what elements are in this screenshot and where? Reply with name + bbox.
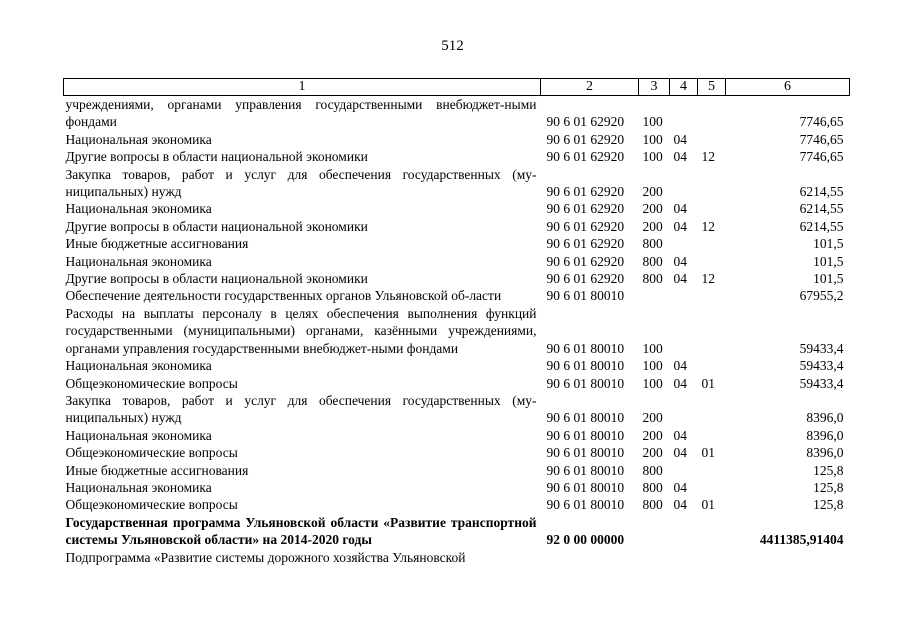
row-section	[670, 305, 698, 357]
row-subsection	[698, 287, 726, 304]
row-expense-type	[639, 549, 670, 566]
table-row	[64, 479, 850, 496]
row-amount: 7746,65	[799, 114, 844, 130]
row-expense-type: 800	[642, 271, 663, 287]
table-row	[64, 392, 850, 427]
row-amount: 6214,55	[799, 201, 844, 217]
row-target-code: 90 6 01 62920	[546, 184, 625, 200]
row-target-code: 90 6 01 80010	[546, 340, 625, 356]
row-description: Национальная экономика	[65, 253, 212, 269]
row-target-code: 92 0 00 00000	[546, 532, 625, 548]
row-expense-type: 200	[642, 410, 663, 426]
row-expense-type: 800	[642, 462, 663, 478]
table-row	[64, 305, 850, 357]
header-col-3: 3	[639, 79, 670, 96]
row-amount: 6214,55	[799, 184, 844, 200]
row-subsection	[698, 549, 726, 566]
row-subsection	[698, 357, 726, 374]
row-description: Общеэкономические вопросы	[65, 497, 238, 513]
row-target-code: 90 6 01 80010	[546, 427, 625, 443]
row-subsection	[698, 514, 726, 549]
row-description: учреждениями, органами управления государственными внебюджет-ными фондами	[65, 97, 537, 130]
row-target-code: 90 6 01 80010	[546, 497, 625, 513]
row-expense-type: 800	[642, 497, 663, 513]
row-subsection	[698, 392, 726, 427]
row-subsection	[698, 305, 726, 357]
row-expense-type: 200	[642, 445, 663, 461]
row-section: 04	[673, 218, 687, 234]
row-section: 04	[673, 358, 687, 374]
row-amount: 6214,55	[799, 218, 844, 234]
table-row	[64, 549, 850, 566]
row-description: Национальная экономика	[65, 201, 212, 217]
row-target-code: 90 6 01 80010	[546, 358, 625, 374]
row-target-code: 90 6 01 62920	[546, 271, 625, 287]
table-row	[64, 253, 850, 270]
table-row	[64, 357, 850, 374]
row-description: Расходы на выплаты персоналу в целях обеспечения выполнения функций государственными (муниципальными) органами, казёнными учреждениями, органами управления государственными внебюджет-ными фондами	[65, 305, 537, 356]
row-target-code	[541, 549, 639, 566]
row-section: 04	[673, 271, 687, 287]
row-subsection	[698, 253, 726, 270]
row-expense-type: 100	[642, 131, 663, 147]
row-amount: 7746,65	[799, 131, 844, 147]
row-section	[670, 166, 698, 201]
table-row	[64, 270, 850, 287]
row-description: Иные бюджетные ассигнования	[65, 462, 249, 478]
row-description: Иные бюджетные ассигнования	[65, 236, 249, 252]
row-target-code: 90 6 01 80010	[546, 288, 625, 304]
row-description: Общеэкономические вопросы	[65, 445, 238, 461]
row-expense-type: 800	[642, 479, 663, 495]
row-subsection: 01	[701, 497, 715, 513]
row-section	[670, 549, 698, 566]
row-section	[670, 392, 698, 427]
table-row	[64, 287, 850, 304]
table-header	[64, 79, 850, 96]
row-subsection: 01	[701, 445, 715, 461]
row-description: Национальная экономика	[65, 358, 212, 374]
row-description: Другие вопросы в области национальной экономики	[65, 271, 368, 287]
table-row	[64, 166, 850, 201]
row-expense-type: 100	[642, 340, 663, 356]
row-description: Другие вопросы в области национальной экономики	[65, 149, 368, 165]
row-section: 04	[673, 149, 687, 165]
row-expense-type: 100	[642, 375, 663, 391]
row-target-code: 90 6 01 62920	[546, 149, 625, 165]
row-subsection: 12	[701, 218, 715, 234]
row-expense-type: 200	[642, 218, 663, 234]
row-target-code: 90 6 01 62920	[546, 114, 625, 130]
row-description: Государственная программа Ульяновской области «Развитие транспортной системы Ульяновской области» на 2014-2020 годы	[65, 514, 537, 548]
row-amount: 101,5	[813, 253, 844, 269]
row-description: Национальная экономика	[65, 479, 212, 495]
row-section: 04	[673, 427, 687, 443]
row-target-code: 90 6 01 80010	[546, 445, 625, 461]
header-col-4: 4	[670, 79, 698, 96]
row-description: Национальная экономика	[65, 427, 212, 443]
row-subsection	[698, 462, 726, 479]
page-number: 512	[441, 38, 464, 54]
row-subsection	[698, 235, 726, 252]
row-section	[670, 462, 698, 479]
table-row	[64, 462, 850, 479]
row-expense-type: 200	[642, 201, 663, 217]
row-expense-type: 200	[642, 427, 663, 443]
table-row	[64, 427, 850, 444]
row-amount: 8396,0	[806, 410, 844, 426]
row-description: Другие вопросы в области национальной экономики	[65, 218, 368, 234]
row-amount	[726, 549, 850, 566]
row-amount: 125,8	[813, 479, 844, 495]
row-target-code: 90 6 01 62920	[546, 236, 625, 252]
row-target-code: 90 6 01 62920	[546, 201, 625, 217]
row-expense-type: 100	[642, 149, 663, 165]
row-section: 04	[673, 375, 687, 391]
row-description: Национальная экономика	[65, 131, 212, 147]
row-description: Подпрограмма «Развитие системы дорожного хозяйства Ульяновской	[65, 549, 466, 565]
row-subsection	[698, 479, 726, 496]
table-row	[64, 148, 850, 165]
row-amount: 4411385,91404	[759, 532, 844, 548]
row-section: 04	[673, 201, 687, 217]
row-section	[670, 287, 698, 304]
row-expense-type: 100	[642, 358, 663, 374]
row-target-code: 90 6 01 62920	[546, 253, 625, 269]
table-row	[64, 131, 850, 148]
row-subsection	[698, 166, 726, 201]
table-row	[64, 496, 850, 513]
row-target-code: 90 6 01 80010	[546, 375, 625, 391]
row-section: 04	[673, 253, 687, 269]
row-section	[670, 96, 698, 131]
row-subsection	[698, 427, 726, 444]
row-expense-type: 200	[642, 184, 663, 200]
row-section	[670, 514, 698, 549]
row-amount: 101,5	[813, 271, 844, 287]
row-section: 04	[673, 479, 687, 495]
row-expense-type: 800	[642, 236, 663, 252]
row-amount: 101,5	[813, 236, 844, 252]
table-row	[64, 375, 850, 392]
table-row	[64, 200, 850, 217]
row-amount: 59433,4	[799, 340, 844, 356]
row-target-code: 90 6 01 80010	[546, 479, 625, 495]
row-target-code: 90 6 01 80010	[546, 410, 625, 426]
table-row	[64, 514, 850, 549]
header-col-6: 6	[726, 79, 850, 96]
table-row	[64, 218, 850, 235]
row-expense-type	[639, 287, 670, 304]
budget-table	[63, 78, 850, 566]
row-subsection: 01	[701, 375, 715, 391]
table-row	[64, 96, 850, 131]
row-amount: 59433,4	[799, 375, 844, 391]
row-subsection	[698, 200, 726, 217]
row-description: Закупка товаров, работ и услуг для обеспечения государственных (му-ниципальных) нужд	[65, 392, 537, 426]
row-amount: 67955,2	[799, 288, 844, 304]
row-amount: 7746,65	[799, 149, 844, 165]
header-col-2: 2	[541, 79, 639, 96]
row-section	[670, 235, 698, 252]
row-section: 04	[673, 497, 687, 513]
header-col-1: 1	[64, 79, 541, 96]
row-expense-type: 100	[642, 114, 663, 130]
row-description: Обеспечение деятельности государственных органов Ульяновской об-ласти	[65, 288, 502, 304]
row-target-code: 90 6 01 62920	[546, 131, 625, 147]
row-amount: 8396,0	[806, 427, 844, 443]
row-amount: 125,8	[813, 497, 844, 513]
row-description: Закупка товаров, работ и услуг для обеспечения государственных (му-ниципальных) нужд	[65, 166, 537, 200]
row-amount: 125,8	[813, 462, 844, 478]
row-subsection: 12	[701, 271, 715, 287]
table-row	[64, 444, 850, 461]
row-expense-type: 800	[642, 253, 663, 269]
table-row	[64, 235, 850, 252]
row-description: Общеэкономические вопросы	[65, 375, 238, 391]
row-target-code: 90 6 01 62920	[546, 218, 625, 234]
row-expense-type	[639, 514, 670, 549]
header-col-5: 5	[698, 79, 726, 96]
row-target-code: 90 6 01 80010	[546, 462, 625, 478]
row-subsection	[698, 96, 726, 131]
table-body	[64, 96, 850, 566]
row-amount: 59433,4	[799, 358, 844, 374]
row-amount: 8396,0	[806, 445, 844, 461]
row-section: 04	[673, 131, 687, 147]
row-subsection	[698, 131, 726, 148]
row-subsection: 12	[701, 149, 715, 165]
row-section: 04	[673, 445, 687, 461]
